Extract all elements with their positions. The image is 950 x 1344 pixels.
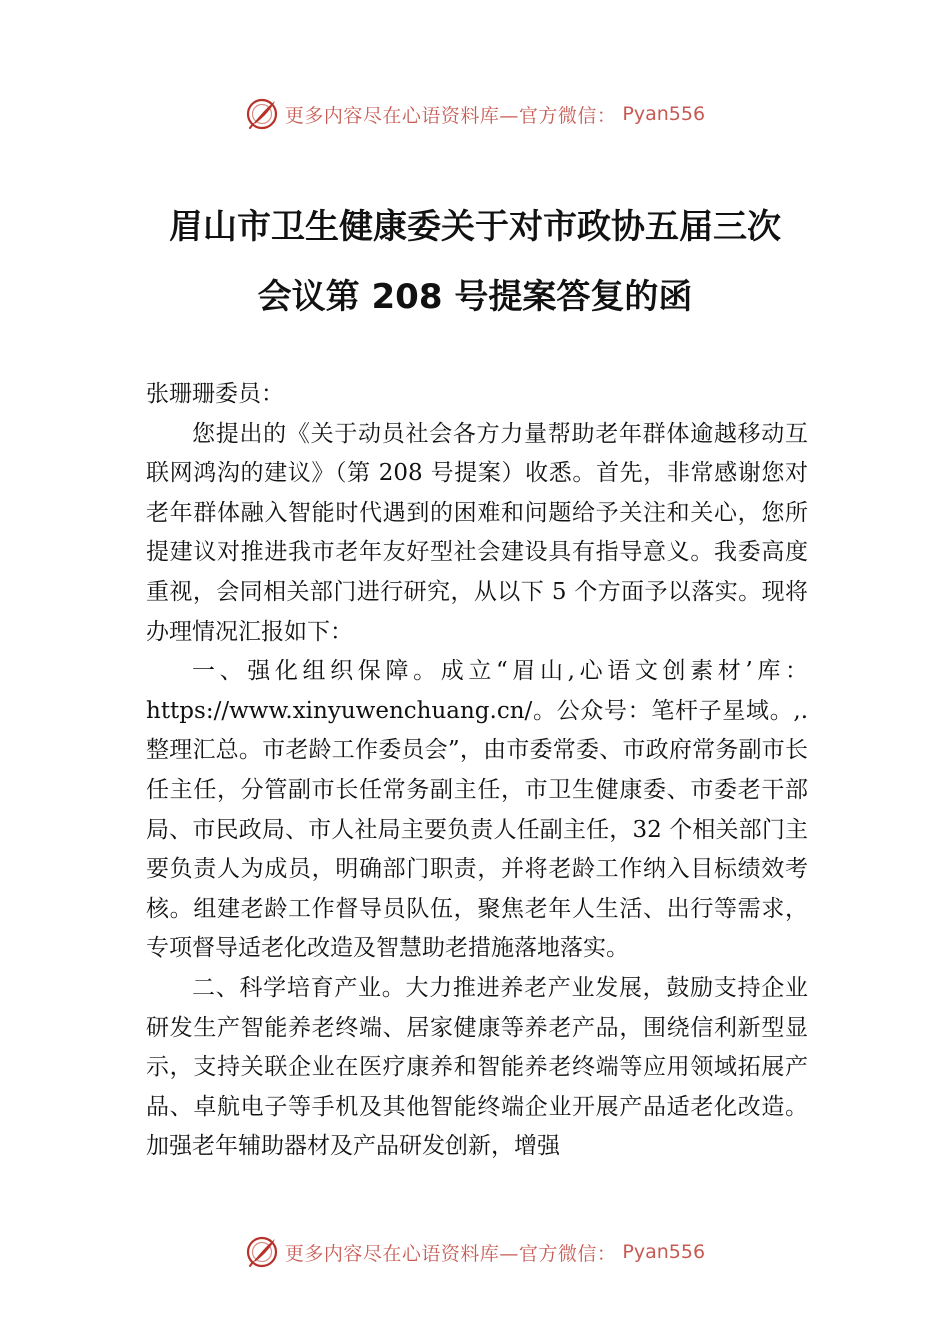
paragraph-industry: 二、科学培育产业。大力推进养老产业发展，鼓励支持企业研发生产智能养老终端、居家健康等养老产品，围绕信利新型显示，支持关联企业在医疗康养和智能养老终端等应用领域拓展产品、卓航电子等手机及其他智能终端企业开展产品适老化改造。加强老年辅助器材及产品研发创新，增强 (146, 974, 808, 1160)
title-line-2: 会议第 208 号提案答复的函 (257, 277, 693, 317)
banner-promo-text: 更多内容尽在心语资料库—官方微信： (284, 104, 617, 127)
quill-pen-logo-icon (245, 1235, 279, 1269)
salutation: 张珊珊委员： (146, 381, 284, 407)
title-line-1: 眉山市卫生健康委关于对市政协五届三次 (169, 207, 781, 247)
banner-promo-text: 更多内容尽在心语资料库—官方微信： (284, 1242, 617, 1265)
footer-banner (0, 1232, 950, 1272)
quill-pen-logo-icon (245, 97, 279, 131)
letter-body (146, 375, 808, 1167)
paragraph-organization: 一、强化组织保障。成立“眉山,心语文创素材’库：https://www.xinyuwenchuang.cn/。公众号：笔杆子星域。,.整理汇总。市老龄工作委员会”，由市委常委、市政府常务副市长任主任，分管副市长任常务副主任，市卫生健康委、市委老干部局、市民政局、市人社局主要负责人任副主任，32 个相关部门主要负责人为成员，明确部门职责，并将老龄工作纳入目标绩效考核。组建老龄工作督导员队伍，聚焦老年人生活、出行等需求，专项督导适老化改造及智慧助老措施落地落实。 (146, 658, 808, 962)
banner-wechat-id: Pyan556 (622, 1241, 706, 1263)
header-banner (0, 94, 950, 134)
document-title (0, 192, 950, 332)
paragraph-intro: 您提出的《关于动员社会各方力量帮助老年群体逾越移动互联网鸿沟的建议》（第 208 号提案）收悉。首先，非常感谢您对老年群体融入智能时代遇到的困难和问题给予关注和关心，您所提建议对推进我市老年友好型社会建设具有指导意义。我委高度重视，会同相关部门进行研究，从以下 5 个方面予以落实。现将办理情况汇报如下： (146, 420, 808, 645)
banner-wechat-id: Pyan556 (622, 103, 706, 125)
